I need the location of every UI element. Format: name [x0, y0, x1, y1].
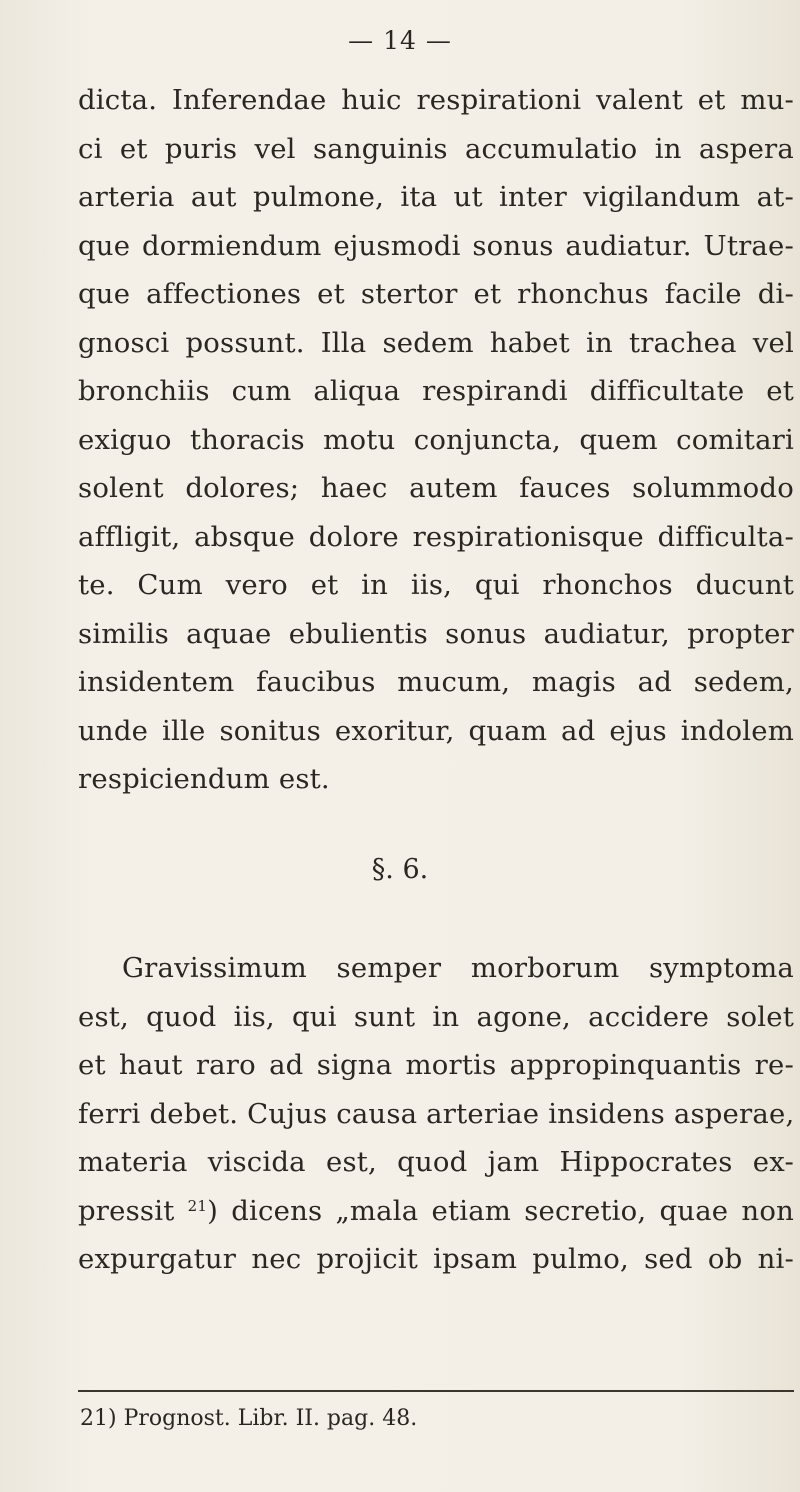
text-line: unde ille sonitus exoritur, quam ad ejus indolem	[78, 714, 794, 747]
text-line: bronchiis cum aliqua respirandi difficultate et	[78, 375, 794, 407]
text-line: arteria aut pulmone, ita ut inter vigilandum at-	[78, 181, 794, 213]
text-line: est, quod iis, qui sunt in agone, accidere solet	[78, 1000, 794, 1033]
footnote-divider	[78, 1390, 794, 1392]
text-line: et haut raro ad signa mortis appropinquantis re-	[78, 1049, 794, 1081]
text-line: respiciendum est.	[78, 763, 330, 795]
text-line: expurgatur nec projicit ipsam pulmo, sed ob ni-	[78, 1243, 794, 1275]
text-fragment: ) dicens „mala etiam secretio, quae non	[207, 1194, 794, 1227]
paragraph-1	[78, 76, 794, 804]
footnote-marker: 21)	[80, 1406, 117, 1431]
paragraph-2	[78, 944, 794, 1284]
text-fragment: pressit	[78, 1194, 188, 1227]
text-line: dicta. Inferendae huic respirationi valent et mu-	[78, 84, 794, 116]
footnote	[80, 1406, 417, 1431]
text-line: ci et puris vel sanguinis accumulatio in aspera	[78, 132, 794, 165]
section-heading: §. 6.	[371, 854, 429, 885]
text-line: affligit, absque dolore respirationisque difficulta-	[78, 520, 794, 553]
text-line: gnosci possunt. Illa sedem habet in trachea vel	[78, 326, 794, 359]
text-line: exiguo thoracis motu conjuncta, quem comitari	[78, 423, 794, 456]
text-line-with-footnote-ref	[78, 1187, 794, 1236]
text-line: similis aquae ebulientis sonus audiatur, propter	[78, 617, 794, 650]
text-line: que dormiendum ejusmodi sonus audiatur. Utrae-	[78, 229, 794, 262]
text-line: materia viscida est, quod jam Hippocrates ex-	[78, 1146, 794, 1178]
page-number: — 14 —	[348, 26, 452, 55]
text-line: que affectiones et stertor et rhonchus facile di-	[78, 278, 794, 310]
footnote-text: Prognost. Libr. II. pag. 48.	[116, 1406, 418, 1431]
text-line: insidentem faucibus mucum, magis ad sedem,	[78, 666, 794, 698]
footnote-reference: 21	[187, 1196, 208, 1215]
text-line: te. Cum vero et in iis, qui rhonchos ducunt	[78, 569, 794, 601]
text-line: solent dolores; haec autem fauces solummodo	[78, 472, 794, 504]
text-line: Gravissimum semper morborum symptoma	[122, 952, 794, 984]
text-line: ferri debet. Cujus causa arteriae insidens asperae,	[78, 1097, 795, 1130]
